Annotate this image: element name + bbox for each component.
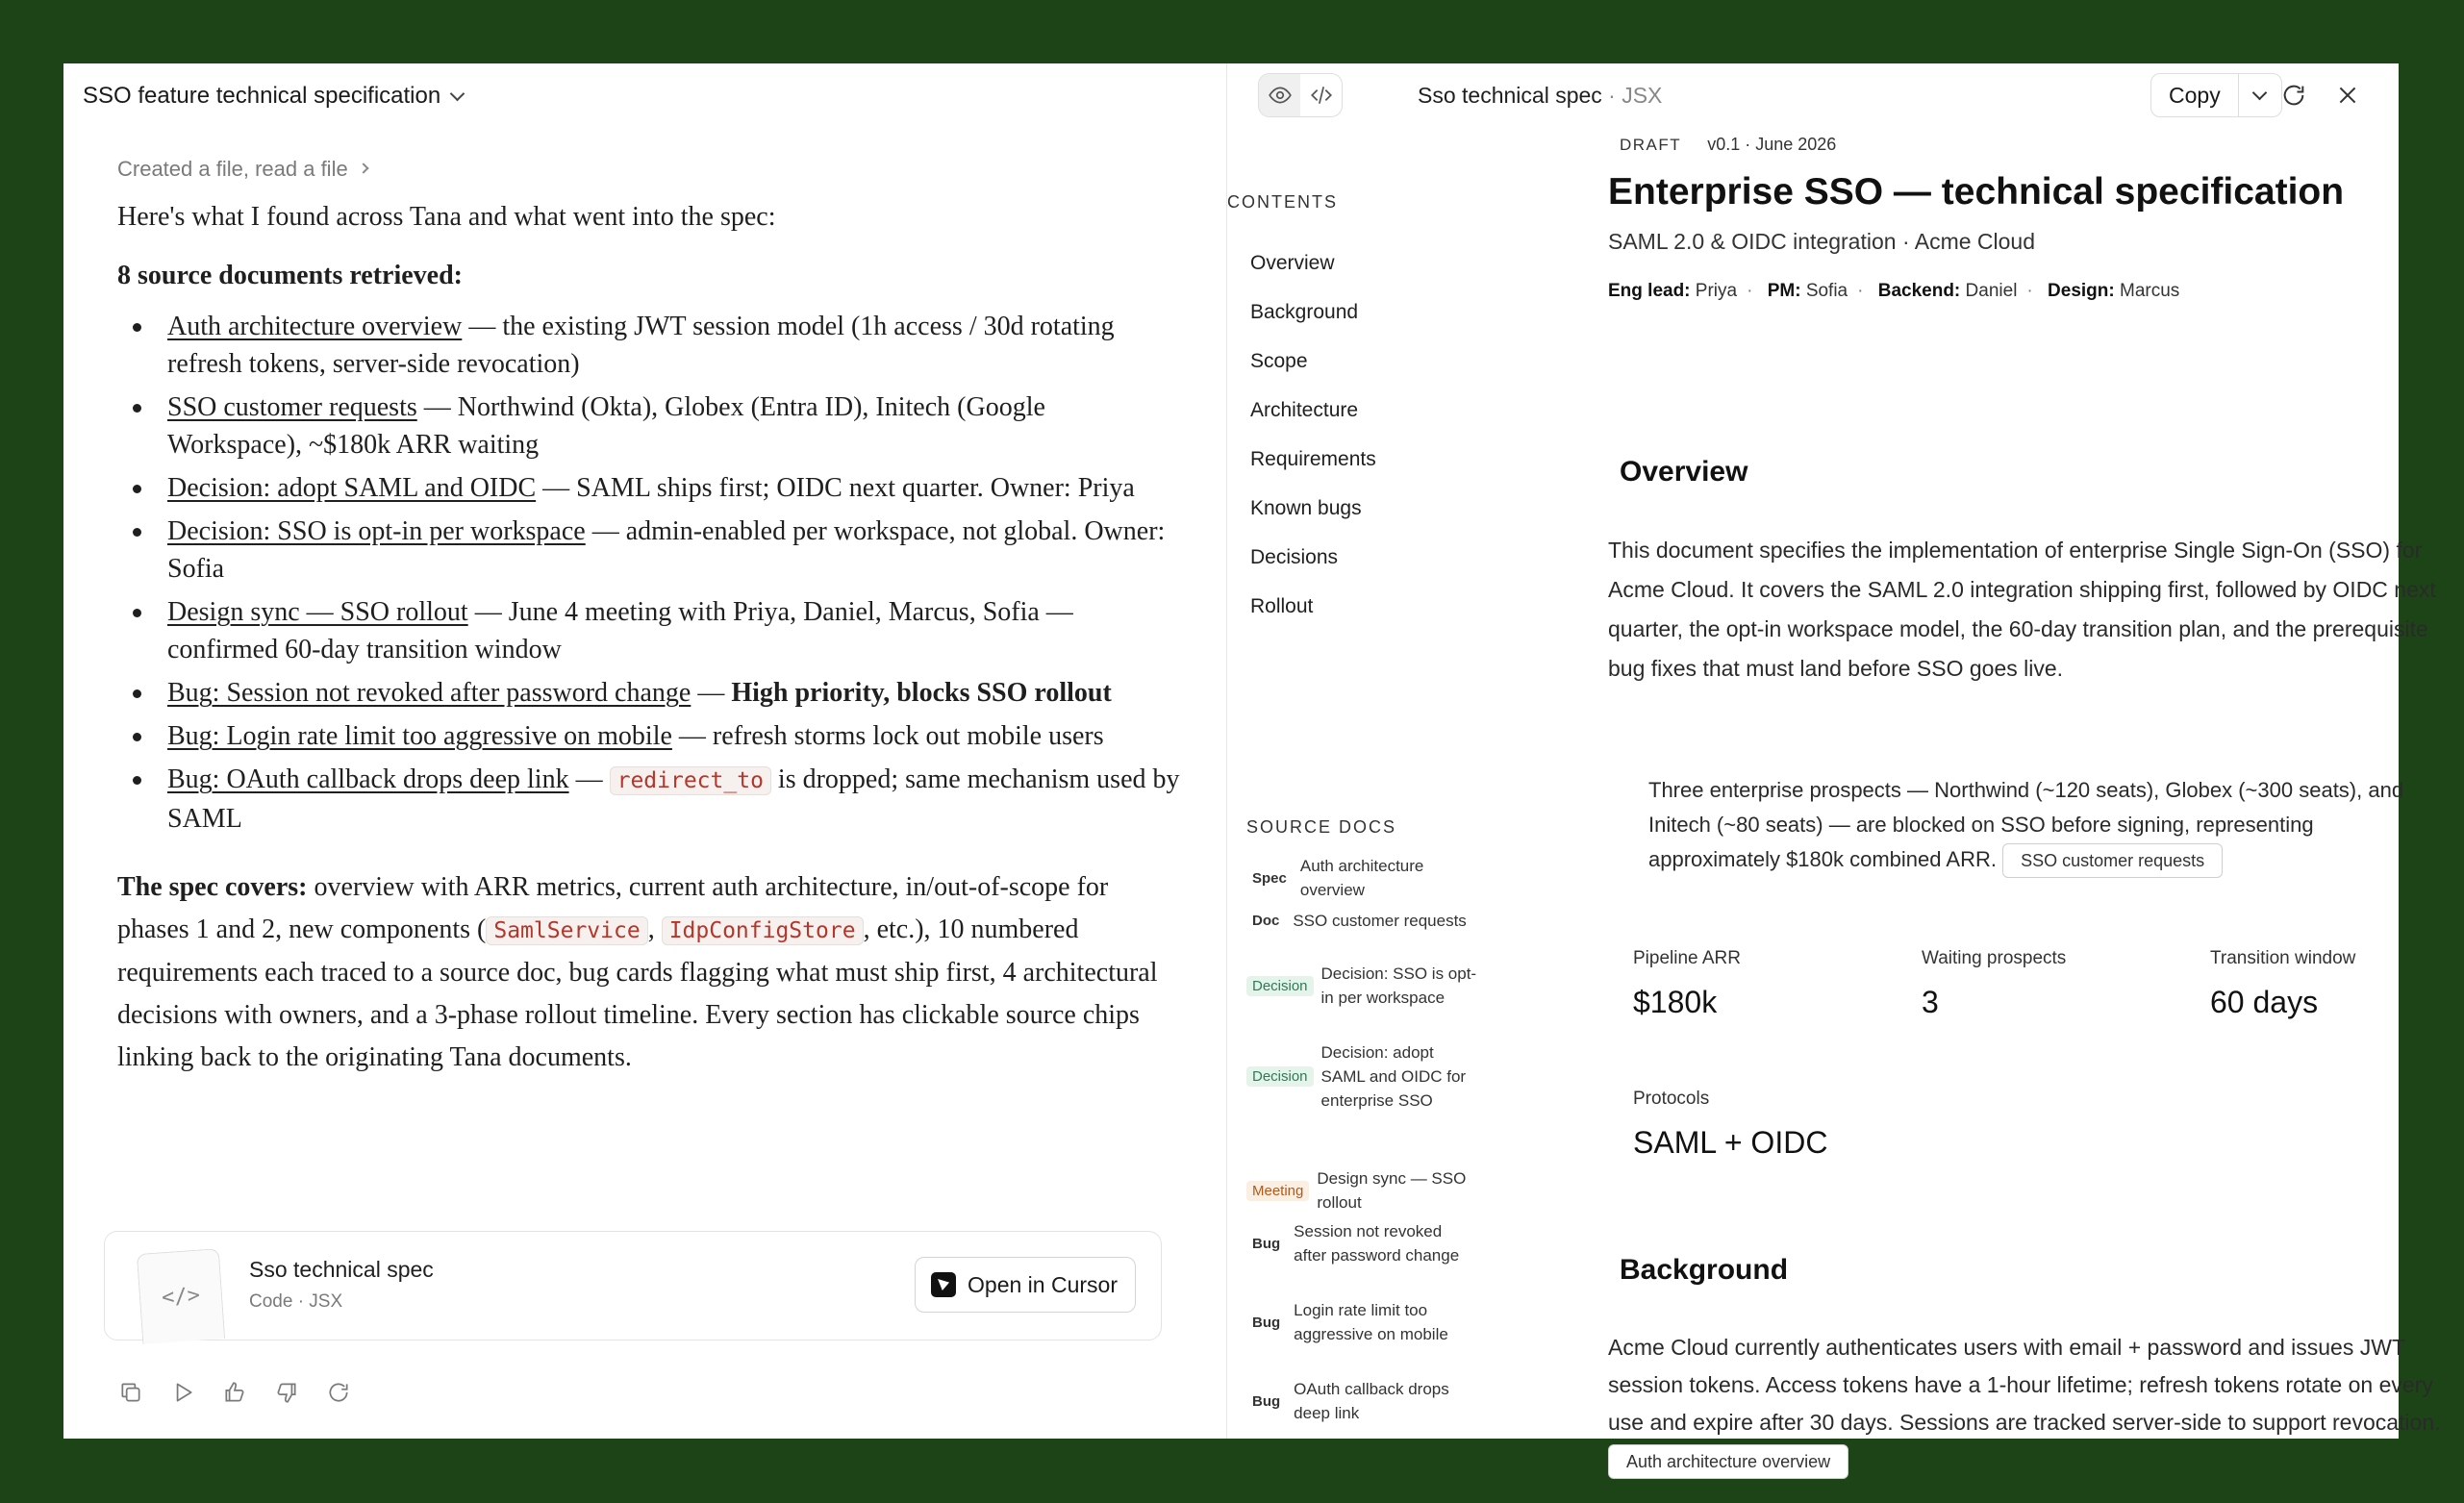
doc-description: — Northwind (Okta), Globex (Entra ID), Initech (Google Workspace), ~$180k ARR waiting	[167, 392, 1045, 460]
open-in-cursor-button[interactable]	[915, 1257, 1136, 1313]
toc-item-background[interactable]: Background	[1250, 301, 1359, 323]
copy-button[interactable]: Copy	[2151, 73, 2239, 117]
source-doc-title: Auth architecture overview	[1299, 857, 1424, 899]
thumbs-up-icon[interactable]	[219, 1377, 250, 1408]
metric-label: Pipeline ARR	[1633, 948, 1741, 968]
callout-text: Three enterprise prospects — Northwind (~120 seats), Globex (~300 seats), and Initech (~80 seats) — are blocked on SSO before signing, representing approximately $180k combined ARR.	[1648, 778, 2404, 871]
covers-text: ,	[647, 914, 662, 944]
retry-icon[interactable]	[323, 1377, 354, 1408]
source-doc-title: Design sync — SSO rollout	[1317, 1169, 1467, 1212]
doc-description: — June 4 meeting with Priya, Daniel, Marcus, Sofia — confirmed 60-day transition window	[167, 597, 1073, 664]
doc-link[interactable]: Decision: SSO is opt-in per workspace	[167, 516, 586, 546]
source-doc-item[interactable]	[1246, 1219, 1477, 1267]
doc-link[interactable]: Bug: Session not revoked after password change	[167, 678, 691, 708]
doc-description: — refresh storms lock out mobile users	[671, 721, 1104, 751]
toc-item-known-bugs[interactable]: Known bugs	[1250, 497, 1362, 519]
toc-item-decisions[interactable]: Decisions	[1250, 546, 1339, 568]
metric-label: Transition window	[2210, 948, 2356, 968]
source-doc-title: SSO customer requests	[1293, 912, 1467, 930]
source-doc-title: Decision: adopt SAML and OIDC for enterprise SSO	[1320, 1043, 1467, 1110]
callout-box	[1648, 773, 2418, 878]
doc-subtitle: SAML 2.0 & OIDC integration · Acme Cloud	[1608, 229, 2036, 254]
artifact-card[interactable]	[104, 1231, 1162, 1340]
source-tag: Decision	[1246, 976, 1314, 996]
inline-code: IdpConfigStore	[662, 916, 864, 945]
source-chip[interactable]: SSO customer requests	[2002, 843, 2223, 878]
source-tag: Decision	[1246, 1066, 1314, 1087]
artifact-meta: Code · JSX	[249, 1291, 343, 1312]
thumbs-down-icon[interactable]	[271, 1377, 302, 1408]
doc-status-line	[1620, 135, 1836, 155]
play-icon[interactable]	[167, 1377, 198, 1408]
preview-title	[1418, 83, 1662, 109]
artifact-preview-pane	[1227, 63, 2441, 1471]
metric-value: SAML + OIDC	[1633, 1125, 1828, 1160]
artifact-name: Sso technical spec	[249, 1257, 434, 1282]
list-item	[117, 674, 1185, 712]
doc-link[interactable]: Bug: Login rate limit too aggressive on mobile	[167, 721, 672, 751]
app-window	[63, 63, 2441, 1471]
chevron-right-icon	[358, 163, 368, 173]
list-item	[117, 593, 1185, 668]
doc-separator: —	[691, 678, 732, 708]
list-item	[117, 761, 1185, 838]
team-role: PM:	[1767, 281, 1801, 301]
refresh-icon[interactable]	[2275, 77, 2312, 113]
doc-description: is dropped; same mechanism used by SAML	[167, 764, 1180, 834]
copy-button-group	[2150, 73, 2282, 117]
overview-text: This document specifies the implementation of enterprise Single Sign-On (SSO) for Acme Cloud. It covers the SAML 2.0 integration shipping first, followed by OIDC next quarter, the opt-in workspace model, the 60-day transition plan, and the prerequisite bug fixes that must land before SSO goes live.	[1608, 538, 2436, 681]
section-heading-background: Background	[1620, 1254, 1789, 1286]
preview-title-text: Sso technical spec	[1418, 83, 1602, 108]
team-role: Eng lead:	[1608, 281, 1691, 301]
list-item	[117, 388, 1185, 463]
view-mode-toggle	[1258, 73, 1343, 117]
message-actions	[115, 1377, 354, 1408]
source-chip[interactable]: Auth architecture overview	[1608, 1444, 1848, 1479]
source-docs-heading: SOURCE DOCS	[1246, 817, 1397, 837]
source-doc-title: OAuth callback drops deep link	[1294, 1380, 1449, 1422]
background-text: Acme Cloud currently authenticates users with email + password and issues JWT session tokens. Access tokens have a 1-hour lifetime; refresh tokens rotate on every use and expire after 30 days. Sessions are tracked server-side to support revocation.	[1608, 1335, 2441, 1435]
toc-item-architecture[interactable]: Architecture	[1250, 399, 1359, 421]
covers-text: , etc.), 10 numbered requirements each traced to a source doc, bug cards flagging what must ship first, 4 architectural decisions with owners, and a 3-phase rollout timeline. Every section has clickable source chips linking back to the originating Tana documents.	[117, 914, 1158, 1072]
doc-link[interactable]: SSO customer requests	[167, 392, 417, 422]
tool-actions-label: Created a file, read a file	[117, 156, 348, 181]
source-doc-title: Decision: SSO is opt-in per workspace	[1320, 964, 1477, 1007]
team-role: Design:	[2048, 281, 2115, 301]
metric-label: Protocols	[1633, 1089, 1710, 1109]
source-doc-title: Login rate limit too aggressive on mobile	[1294, 1301, 1448, 1343]
inline-code: SamlService	[486, 916, 647, 945]
source-tag: Bug	[1252, 1392, 1281, 1410]
source-doc-title: Session not revoked after password change	[1294, 1222, 1460, 1265]
spec-covers-paragraph	[117, 866, 1185, 1079]
metric-value: 3	[1922, 985, 1939, 1019]
close-icon[interactable]	[2329, 77, 2366, 113]
source-doc-item[interactable]	[1246, 1040, 1477, 1113]
source-doc-item[interactable]	[1246, 962, 1477, 1010]
doc-link[interactable]: Design sync — SSO rollout	[167, 597, 468, 627]
conversation-title-menu[interactable]	[83, 73, 463, 119]
doc-priority-note: High priority, blocks SSO rollout	[731, 678, 1112, 708]
preview-title-meta: · JSX	[1601, 83, 1663, 108]
doc-link[interactable]: Auth architecture overview	[167, 312, 463, 341]
preview-toolbar	[1227, 63, 2399, 127]
list-item	[117, 469, 1185, 507]
doc-title: Enterprise SSO — technical specification	[1608, 171, 2345, 213]
source-tag: Meeting	[1246, 1181, 1309, 1201]
draft-badge: DRAFT	[1620, 136, 1682, 154]
code-file-icon: </>	[137, 1248, 225, 1344]
section-heading-overview: Overview	[1620, 456, 1748, 488]
list-item	[117, 513, 1185, 588]
list-item	[117, 717, 1185, 755]
assistant-message	[117, 152, 1185, 1079]
chat-pane	[63, 63, 1227, 1439]
docs-heading: 8 source documents retrieved:	[117, 261, 463, 290]
team-member: Daniel	[1965, 281, 2018, 301]
toc-item-rollout[interactable]: Rollout	[1250, 595, 1314, 617]
source-doc-item[interactable]	[1246, 1298, 1477, 1346]
copy-icon[interactable]	[115, 1377, 146, 1408]
doc-link[interactable]: Decision: adopt SAML and OIDC	[167, 473, 537, 503]
source-tag: Doc	[1252, 913, 1280, 929]
chevron-down-icon	[450, 86, 465, 101]
source-doc-item[interactable]	[1246, 1166, 1477, 1215]
doc-description: — admin-enabled per workspace, not global. Owner: Sofia	[167, 516, 1166, 584]
list-item	[117, 308, 1185, 383]
toc-item-requirements[interactable]: Requirements	[1250, 448, 1376, 470]
covers-text: overview with ARR metrics, current auth architecture, in/out-of-scope for phases 1 and 2, new components (	[117, 872, 1109, 944]
toc-item-overview[interactable]: Overview	[1250, 252, 1335, 274]
tool-actions-summary[interactable]	[117, 152, 1185, 185]
preview-eye-icon[interactable]	[1259, 74, 1300, 116]
background-paragraph	[1608, 1329, 2464, 1479]
inline-code: redirect_to	[610, 766, 771, 795]
code-view-icon[interactable]	[1300, 74, 1342, 116]
doc-description: — the existing JWT session model (1h access / 30d rotating refresh tokens, server-side revocation)	[167, 312, 1115, 379]
team-member: Sofia	[1805, 281, 1848, 301]
team-role: Backend:	[1877, 281, 1961, 301]
toc-heading: CONTENTS	[1227, 192, 1338, 212]
source-tag: Bug	[1252, 1235, 1281, 1252]
conversation-title: SSO feature technical specification	[83, 83, 441, 109]
toc-item-scope[interactable]: Scope	[1250, 350, 1308, 372]
source-doc-item[interactable]	[1246, 909, 1477, 933]
source-tag: Spec	[1252, 869, 1287, 887]
team-member: Priya	[1695, 281, 1738, 301]
chevron-down-icon	[2252, 85, 2268, 100]
source-tag: Bug	[1252, 1314, 1281, 1331]
source-doc-item[interactable]	[1246, 1377, 1477, 1425]
doc-link[interactable]: Bug: OAuth callback drops deep link	[167, 764, 569, 794]
metric-label: Waiting prospects	[1922, 948, 2067, 968]
doc-version: v0.1 · June 2026	[1707, 135, 1837, 154]
team-member: Marcus	[2120, 281, 2180, 301]
doc-description: — SAML ships first; OIDC next quarter. Owner: Priya	[536, 473, 1135, 503]
doc-separator: —	[568, 764, 610, 794]
doc-team-line: Eng lead: Priya · PM: Sofia · Backend: Daniel · Design: Marcus	[1608, 281, 2180, 301]
source-doc-item[interactable]	[1246, 854, 1477, 902]
source-document-list	[117, 308, 1185, 838]
metric-value: 60 days	[2210, 985, 2319, 1019]
open-in-cursor-label: Open in Cursor	[968, 1271, 1118, 1297]
metric-value: $180k	[1633, 985, 1718, 1019]
cursor-logo-icon	[931, 1272, 956, 1297]
intro-text: Here's what I found across Tana and what went into the spec:	[117, 202, 776, 232]
covers-label: The spec covers:	[117, 872, 308, 902]
